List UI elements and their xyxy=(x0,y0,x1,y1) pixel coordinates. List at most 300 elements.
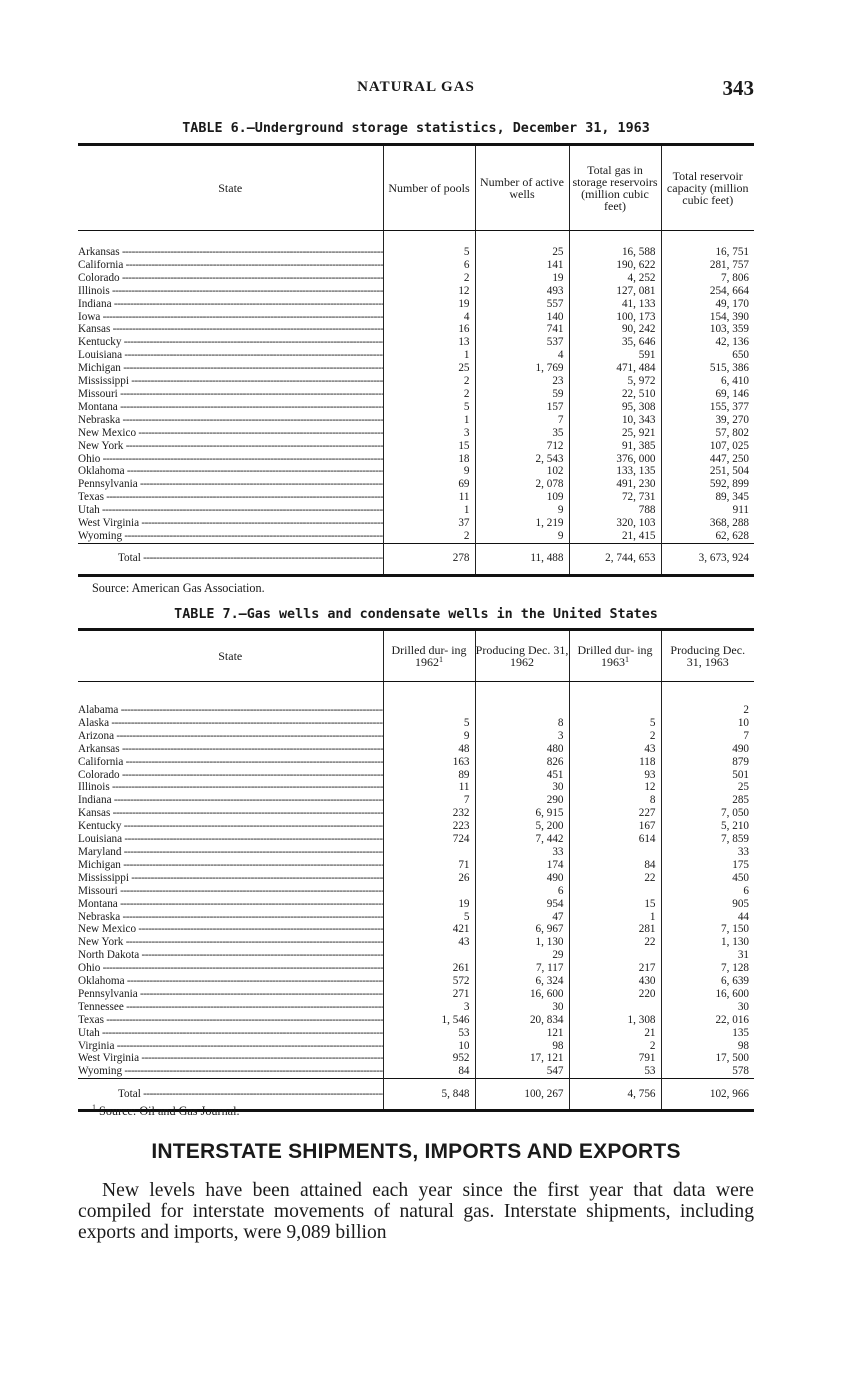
table-row xyxy=(78,807,754,820)
cell-col1: 3 xyxy=(383,427,475,440)
cell-col4: 175 xyxy=(661,859,754,872)
cell-col2: 109 xyxy=(475,491,569,504)
cell-col2: 493 xyxy=(475,285,569,298)
cell-col2: 29 xyxy=(475,949,569,962)
cell-col2: 23 xyxy=(475,375,569,388)
cell-col1: 2 xyxy=(383,375,475,388)
cell-col3: 2 xyxy=(569,1040,661,1053)
table7 xyxy=(78,628,754,1112)
table-row xyxy=(78,743,754,756)
cell-col2: 30 xyxy=(475,781,569,794)
state-name: Missouri ----- xyxy=(78,885,383,898)
cell-col3: 35, 646 xyxy=(569,336,661,349)
state-name: North Dakota ----- xyxy=(78,949,383,962)
cell-col3 xyxy=(569,885,661,898)
table-row xyxy=(78,349,754,362)
spacer-row xyxy=(78,682,754,705)
cell-col3: 591 xyxy=(569,349,661,362)
state-name: Nebraska ----- xyxy=(78,911,383,924)
cell-col3: 5 xyxy=(569,717,661,730)
cell-col4: 7, 150 xyxy=(661,923,754,936)
cell-col2: 547 xyxy=(475,1065,569,1078)
table6-header-state: State xyxy=(78,145,383,231)
cell-col4: 7, 050 xyxy=(661,807,754,820)
cell-col1: 48 xyxy=(383,743,475,756)
cell-col2: 98 xyxy=(475,1040,569,1053)
cell-col2: 6, 324 xyxy=(475,975,569,988)
cell-col4: 2 xyxy=(661,704,754,717)
cell-col2: 3 xyxy=(475,730,569,743)
running-head xyxy=(78,76,754,100)
cell-col1: 572 xyxy=(383,975,475,988)
table-row xyxy=(78,1027,754,1040)
total-col1: 5, 848 xyxy=(383,1079,475,1111)
cell-col2: 16, 600 xyxy=(475,988,569,1001)
state-name: Louisiana ----- xyxy=(78,349,383,362)
state-name: Virginia ----- xyxy=(78,1040,383,1053)
table6 xyxy=(78,143,754,577)
cell-col1 xyxy=(383,885,475,898)
cell-col4: 650 xyxy=(661,349,754,362)
cell-col4: 62, 628 xyxy=(661,530,754,543)
cell-col4: 6, 639 xyxy=(661,975,754,988)
state-name: Iowa ----- xyxy=(78,311,383,324)
table6-header-capacity: Total reservoir capacity (million cubic feet) xyxy=(661,145,754,231)
cell-col4: 42, 136 xyxy=(661,336,754,349)
table-row xyxy=(78,1052,754,1065)
cell-col4: 33 xyxy=(661,846,754,859)
state-name: Kentucky ----- xyxy=(78,336,383,349)
cell-col3: 220 xyxy=(569,988,661,1001)
table7-header-producing-1963: Producing Dec. 31, 1963 xyxy=(661,630,754,682)
cell-col1: 724 xyxy=(383,833,475,846)
cell-col4: 49, 170 xyxy=(661,298,754,311)
state-name: Oklahoma ----- xyxy=(78,465,383,478)
cell-col1: 232 xyxy=(383,807,475,820)
cell-col1: 25 xyxy=(383,362,475,375)
state-name: Texas ----- xyxy=(78,1014,383,1027)
cell-col3: 190, 622 xyxy=(569,259,661,272)
total-col2: 11, 488 xyxy=(475,543,569,575)
cell-col2: 1, 219 xyxy=(475,517,569,530)
state-name: Missouri ----- xyxy=(78,388,383,401)
cell-col3: 8 xyxy=(569,794,661,807)
cell-col4: 135 xyxy=(661,1027,754,1040)
cell-col1: 5 xyxy=(383,911,475,924)
table-row xyxy=(78,465,754,478)
total-col4: 3, 673, 924 xyxy=(661,543,754,575)
table-row xyxy=(78,414,754,427)
footnote-marker: 1 xyxy=(439,655,443,664)
cell-col2: 7 xyxy=(475,414,569,427)
table-row xyxy=(78,1040,754,1053)
table7-header-drilled-1963: Drilled dur- ing 1963$^1$ xyxy=(569,630,661,682)
table-row xyxy=(78,936,754,949)
table-row xyxy=(78,833,754,846)
cell-col2: 30 xyxy=(475,1001,569,1014)
cell-col1: 1 xyxy=(383,349,475,362)
cell-col1: 9 xyxy=(383,730,475,743)
table-row xyxy=(78,491,754,504)
cell-col4: 154, 390 xyxy=(661,311,754,324)
table-row xyxy=(78,298,754,311)
table7-title: TABLE 7.—Gas wells and condensate wells in the United States xyxy=(174,607,658,622)
state-name: Nebraska ----- xyxy=(78,414,383,427)
cell-col4: 30 xyxy=(661,1001,754,1014)
cell-col1: 4 xyxy=(383,311,475,324)
table-row xyxy=(78,323,754,336)
table-row xyxy=(78,846,754,859)
cell-col4: 490 xyxy=(661,743,754,756)
cell-col4: 103, 359 xyxy=(661,323,754,336)
table-row xyxy=(78,504,754,517)
cell-col4: 7, 806 xyxy=(661,272,754,285)
cell-col2: 7, 117 xyxy=(475,962,569,975)
footnote-marker: 1 xyxy=(625,655,629,664)
table-row xyxy=(78,259,754,272)
table-row xyxy=(78,885,754,898)
state-name: Ohio ----- xyxy=(78,453,383,466)
spacer-row xyxy=(78,231,754,247)
cell-col4: 31 xyxy=(661,949,754,962)
state-name: Wyoming ----- xyxy=(78,1065,383,1078)
cell-col4: 89, 345 xyxy=(661,491,754,504)
table-row xyxy=(78,717,754,730)
cell-col1: 6 xyxy=(383,259,475,272)
cell-col3: 21 xyxy=(569,1027,661,1040)
cell-col1: 15 xyxy=(383,440,475,453)
cell-col2: 537 xyxy=(475,336,569,349)
cell-col4: 368, 288 xyxy=(661,517,754,530)
table-row xyxy=(78,898,754,911)
cell-col4: 69, 146 xyxy=(661,388,754,401)
cell-col4: 911 xyxy=(661,504,754,517)
cell-col1: 84 xyxy=(383,1065,475,1078)
cell-col4: 285 xyxy=(661,794,754,807)
cell-col2: 121 xyxy=(475,1027,569,1040)
state-name: New York ----- xyxy=(78,936,383,949)
cell-col4: 281, 757 xyxy=(661,259,754,272)
table-row xyxy=(78,859,754,872)
cell-col3: 127, 081 xyxy=(569,285,661,298)
cell-col3: 16, 588 xyxy=(569,246,661,259)
cell-col2: 33 xyxy=(475,846,569,859)
cell-col1: 5 xyxy=(383,246,475,259)
cell-col3: 84 xyxy=(569,859,661,872)
table-row xyxy=(78,530,754,543)
cell-col3: 118 xyxy=(569,756,661,769)
cell-col3: 10, 343 xyxy=(569,414,661,427)
cell-col3: 614 xyxy=(569,833,661,846)
cell-col1: 1 xyxy=(383,414,475,427)
cell-col4: 6, 410 xyxy=(661,375,754,388)
table-row xyxy=(78,923,754,936)
cell-col3: 25, 921 xyxy=(569,427,661,440)
table-row xyxy=(78,872,754,885)
cell-col3: 227 xyxy=(569,807,661,820)
cell-col3: 22 xyxy=(569,936,661,949)
table-row xyxy=(78,517,754,530)
cell-col1 xyxy=(383,704,475,717)
cell-col4: 107, 025 xyxy=(661,440,754,453)
state-name: Utah ----- xyxy=(78,504,383,517)
running-title: NATURAL GAS xyxy=(357,79,475,95)
cell-col1: 1, 546 xyxy=(383,1014,475,1027)
cell-col2: 9 xyxy=(475,504,569,517)
cell-col3: 2 xyxy=(569,730,661,743)
table-row xyxy=(78,781,754,794)
total-row xyxy=(78,543,754,575)
cell-col4: 7 xyxy=(661,730,754,743)
state-name: Michigan ----- xyxy=(78,859,383,872)
cell-col2: 6, 967 xyxy=(475,923,569,936)
state-name: Kentucky ----- xyxy=(78,820,383,833)
state-name: Colorado ----- xyxy=(78,769,383,782)
cell-col1: 26 xyxy=(383,872,475,885)
cell-col4: 7, 128 xyxy=(661,962,754,975)
state-name: Michigan ----- xyxy=(78,362,383,375)
table7-header-producing-1962: Producing Dec. 31, 1962 xyxy=(475,630,569,682)
table-row xyxy=(78,1065,754,1078)
cell-col1: 11 xyxy=(383,781,475,794)
table6-body xyxy=(78,231,754,576)
cell-col1: 271 xyxy=(383,988,475,1001)
cell-col2: 9 xyxy=(475,530,569,543)
cell-col2: 20, 834 xyxy=(475,1014,569,1027)
state-name: West Virginia ----- xyxy=(78,1052,383,1065)
table-row xyxy=(78,949,754,962)
cell-col2: 35 xyxy=(475,427,569,440)
total-label: Total ----- xyxy=(78,1079,383,1111)
body-paragraph: New levels have been attained each year since the first year that data were compiled for interstate movements of natural gas. Interstate shipments, including exports and imports, were 9,089 billion xyxy=(78,1180,754,1243)
cell-col3: 22, 510 xyxy=(569,388,661,401)
cell-col2: 5, 200 xyxy=(475,820,569,833)
cell-col3: 91, 385 xyxy=(569,440,661,453)
cell-col1: 69 xyxy=(383,478,475,491)
cell-col1: 71 xyxy=(383,859,475,872)
cell-col4: 16, 751 xyxy=(661,246,754,259)
cell-col3: 788 xyxy=(569,504,661,517)
section-heading: INTERSTATE SHIPMENTS, IMPORTS AND EXPORTS xyxy=(151,1140,681,1163)
cell-col4: 25 xyxy=(661,781,754,794)
cell-col3: 1 xyxy=(569,911,661,924)
table7-header-state: State xyxy=(78,630,383,682)
table-row xyxy=(78,401,754,414)
table-row xyxy=(78,820,754,833)
cell-col2 xyxy=(475,704,569,717)
cell-col2: 712 xyxy=(475,440,569,453)
cell-col2: 174 xyxy=(475,859,569,872)
state-name: Montana ----- xyxy=(78,401,383,414)
cell-col4: 155, 377 xyxy=(661,401,754,414)
table6-header-pools: Number of pools xyxy=(383,145,475,231)
cell-col2: 480 xyxy=(475,743,569,756)
cell-col4: 879 xyxy=(661,756,754,769)
cell-col1: 53 xyxy=(383,1027,475,1040)
table-row xyxy=(78,769,754,782)
cell-col3: 53 xyxy=(569,1065,661,1078)
table-row xyxy=(78,336,754,349)
cell-col3: 100, 173 xyxy=(569,311,661,324)
cell-col1: 1 xyxy=(383,504,475,517)
cell-col2: 141 xyxy=(475,259,569,272)
cell-col1: 13 xyxy=(383,336,475,349)
table6-source: Source: American Gas Association. xyxy=(92,581,265,595)
cell-col4: 5, 210 xyxy=(661,820,754,833)
cell-col3: 72, 731 xyxy=(569,491,661,504)
cell-col2: 4 xyxy=(475,349,569,362)
cell-col3: 491, 230 xyxy=(569,478,661,491)
cell-col2: 25 xyxy=(475,246,569,259)
cell-col3 xyxy=(569,846,661,859)
table7-source: $^1$ Source: Oil and Gas Journal. xyxy=(92,1103,240,1118)
cell-col1: 261 xyxy=(383,962,475,975)
cell-col2: 1, 769 xyxy=(475,362,569,375)
state-name: Ohio ----- xyxy=(78,962,383,975)
cell-col1: 2 xyxy=(383,272,475,285)
cell-col3: 217 xyxy=(569,962,661,975)
cell-col2: 157 xyxy=(475,401,569,414)
cell-col1: 16 xyxy=(383,323,475,336)
table-row xyxy=(78,1014,754,1027)
cell-col1: 18 xyxy=(383,453,475,466)
table-row xyxy=(78,388,754,401)
cell-col3: 471, 484 xyxy=(569,362,661,375)
total-col2: 100, 267 xyxy=(475,1079,569,1111)
cell-col2: 557 xyxy=(475,298,569,311)
cell-col2: 2, 078 xyxy=(475,478,569,491)
cell-col1: 952 xyxy=(383,1052,475,1065)
state-name: Texas ----- xyxy=(78,491,383,504)
cell-col4: 592, 899 xyxy=(661,478,754,491)
cell-col1: 2 xyxy=(383,388,475,401)
cell-col3: 430 xyxy=(569,975,661,988)
cell-col4: 1, 130 xyxy=(661,936,754,949)
state-name: Indiana ----- xyxy=(78,298,383,311)
table-row xyxy=(78,272,754,285)
cell-col1: 11 xyxy=(383,491,475,504)
state-name: Oklahoma ----- xyxy=(78,975,383,988)
cell-col3 xyxy=(569,1001,661,1014)
cell-col3 xyxy=(569,949,661,962)
state-name: Arizona ----- xyxy=(78,730,383,743)
table-row xyxy=(78,1001,754,1014)
cell-col4: 7, 859 xyxy=(661,833,754,846)
cell-col4: 17, 500 xyxy=(661,1052,754,1065)
cell-col3: 12 xyxy=(569,781,661,794)
state-name: Illinois ----- xyxy=(78,285,383,298)
cell-col1: 5 xyxy=(383,717,475,730)
cell-col1: 421 xyxy=(383,923,475,936)
cell-col4: 447, 250 xyxy=(661,453,754,466)
cell-col4: 10 xyxy=(661,717,754,730)
cell-col1: 9 xyxy=(383,465,475,478)
cell-col4: 251, 504 xyxy=(661,465,754,478)
cell-col1: 37 xyxy=(383,517,475,530)
cell-col1: 10 xyxy=(383,1040,475,1053)
total-col3: 4, 756 xyxy=(569,1079,661,1111)
cell-col3: 281 xyxy=(569,923,661,936)
cell-col3: 90, 242 xyxy=(569,323,661,336)
table-row xyxy=(78,311,754,324)
cell-col2: 826 xyxy=(475,756,569,769)
state-name: Mississippi ----- xyxy=(78,872,383,885)
cell-col4: 44 xyxy=(661,911,754,924)
cell-col1 xyxy=(383,846,475,859)
table-row xyxy=(78,362,754,375)
state-name: Montana ----- xyxy=(78,898,383,911)
cell-col3: 1, 308 xyxy=(569,1014,661,1027)
footnote-marker: 1 xyxy=(92,1103,96,1112)
state-name: Illinois ----- xyxy=(78,781,383,794)
cell-col2: 19 xyxy=(475,272,569,285)
table7-header-drilled-1962: Drilled dur- ing 1962$^1$ xyxy=(383,630,475,682)
cell-col1: 12 xyxy=(383,285,475,298)
state-name: Tennessee ----- xyxy=(78,1001,383,1014)
cell-col1: 223 xyxy=(383,820,475,833)
state-name: Pennsylvania ----- xyxy=(78,988,383,1001)
cell-col1: 7 xyxy=(383,794,475,807)
cell-col3: 4, 252 xyxy=(569,272,661,285)
cell-col3: 376, 000 xyxy=(569,453,661,466)
table-row xyxy=(78,478,754,491)
cell-col3 xyxy=(569,704,661,717)
cell-col2: 741 xyxy=(475,323,569,336)
cell-col3: 320, 103 xyxy=(569,517,661,530)
state-name: Kansas ----- xyxy=(78,323,383,336)
cell-col2: 6, 915 xyxy=(475,807,569,820)
cell-col1: 163 xyxy=(383,756,475,769)
state-name: Mississippi ----- xyxy=(78,375,383,388)
state-name: Pennsylvania ----- xyxy=(78,478,383,491)
state-name: California ----- xyxy=(78,259,383,272)
table6-title: TABLE 6.—Underground storage statistics, December 31, 1963 xyxy=(182,121,650,136)
table-row xyxy=(78,911,754,924)
cell-col3: 791 xyxy=(569,1052,661,1065)
total-col3: 2, 744, 653 xyxy=(569,543,661,575)
cell-col3: 95, 308 xyxy=(569,401,661,414)
cell-col1: 3 xyxy=(383,1001,475,1014)
cell-col1: 19 xyxy=(383,298,475,311)
cell-col4: 6 xyxy=(661,885,754,898)
cell-col4: 39, 270 xyxy=(661,414,754,427)
total-label: Total ----- xyxy=(78,543,383,575)
state-name: Wyoming ----- xyxy=(78,530,383,543)
state-name: Alaska ----- xyxy=(78,717,383,730)
table-row xyxy=(78,988,754,1001)
cell-col1 xyxy=(383,949,475,962)
state-name: Arkansas ----- xyxy=(78,246,383,259)
state-name: New York ----- xyxy=(78,440,383,453)
table-row xyxy=(78,246,754,259)
cell-col3: 43 xyxy=(569,743,661,756)
table-row xyxy=(78,975,754,988)
table-row xyxy=(78,453,754,466)
table-row xyxy=(78,285,754,298)
state-name: Arkansas ----- xyxy=(78,743,383,756)
cell-col3: 93 xyxy=(569,769,661,782)
cell-col4: 501 xyxy=(661,769,754,782)
table-row xyxy=(78,962,754,975)
table-row xyxy=(78,794,754,807)
cell-col3: 21, 415 xyxy=(569,530,661,543)
cell-col3: 15 xyxy=(569,898,661,911)
cell-col4: 578 xyxy=(661,1065,754,1078)
page-number: 343 xyxy=(722,76,754,100)
cell-col3: 41, 133 xyxy=(569,298,661,311)
cell-col2: 7, 442 xyxy=(475,833,569,846)
table-row xyxy=(78,427,754,440)
